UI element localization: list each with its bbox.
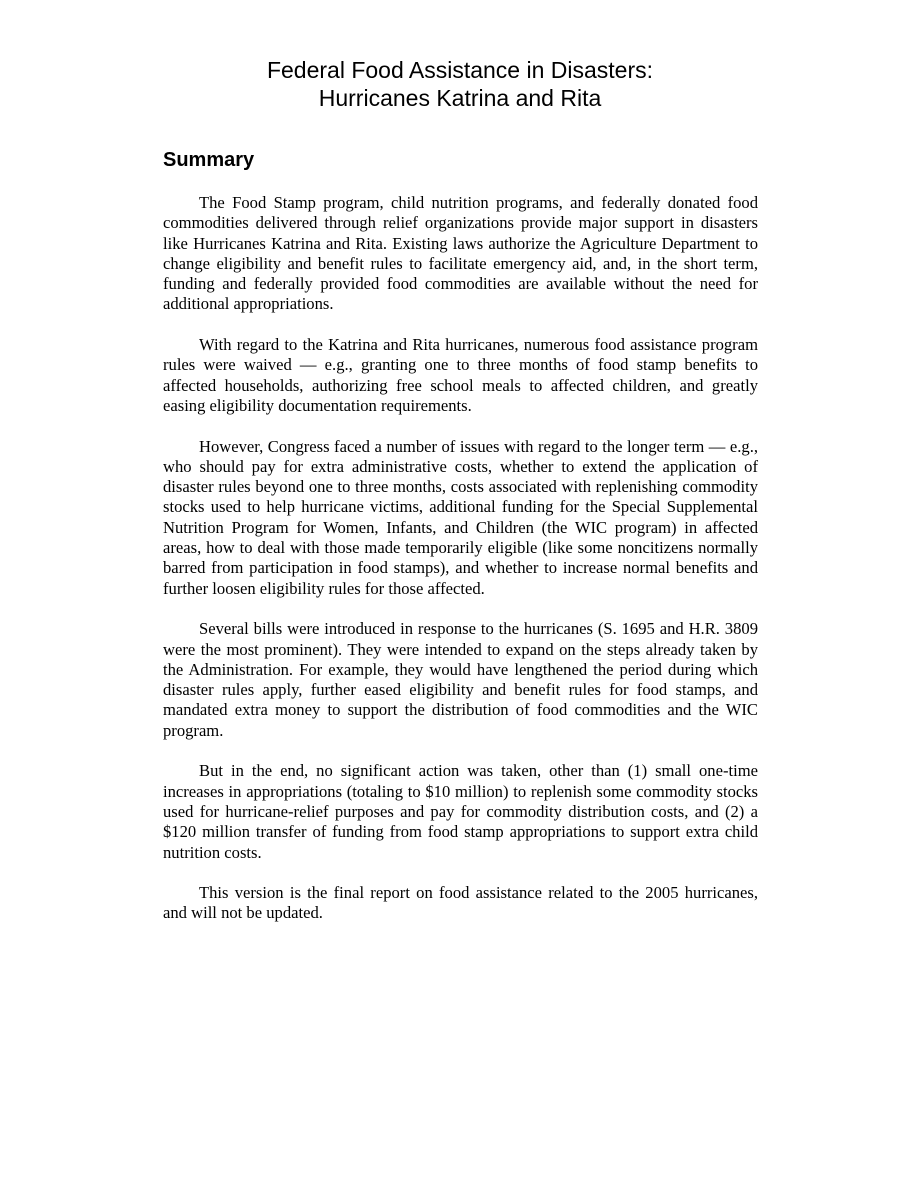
summary-paragraph-4: Several bills were introduced in response to the hurricanes (S. 1695 and H.R. 3809 were the most prominent). They were intended to expand on the steps already taken by the Administration. For example, they would have lengthened the period during which disaster rules apply, further eased eligibility and benefit rules for food stamps, and mandated extra money to support the distribution of food commodities and the WIC program. bbox=[163, 619, 758, 740]
document-title-line-2: Hurricanes Katrina and Rita bbox=[318, 85, 602, 111]
document-title-line-1: Federal Food Assistance in Disasters: bbox=[266, 57, 654, 83]
summary-body bbox=[163, 193, 758, 944]
summary-paragraph-3: However, Congress faced a number of issues with regard to the longer term — e.g., who should pay for extra administrative costs, whether to extend the application of disaster rules beyond one to three months, costs associated with replenishing commodity stocks used to help hurricane victims, additional funding for the Special Supplemental Nutrition Program for Women, Infants, and Children (the WIC program) in affected areas, how to deal with those made temporarily eligible (like some noncitizens normally barred from participation in food stamps), and whether to increase normal benefits and further loosen eligibility rules for those affected. bbox=[163, 436, 758, 598]
document-title bbox=[0, 56, 920, 112]
summary-paragraph-5: But in the end, no significant action was taken, other than (1) small one-time increases in appropriations (totaling to $10 million) to replenish some commodity stocks used for hurricane-relief purposes and pay for commodity distribution costs, and (2) a $120 million transfer of funding from food stamp appropriations to support extra child nutrition costs. bbox=[163, 761, 758, 862]
summary-paragraph-1: The Food Stamp program, child nutrition programs, and federally donated food commodities delivered through relief organizations provide major support in disasters like Hurricanes Katrina and Rita. Existing laws authorize the Agriculture Department to change eligibility and benefit rules to facilitate emergency aid, and, in the short term, funding and federally provided food commodities are available without the need for additional appropriations. bbox=[163, 193, 758, 314]
summary-paragraph-2: With regard to the Katrina and Rita hurricanes, numerous food assistance program rules were waived — e.g., granting one to three months of food stamp benefits to affected households, authorizing free school meals to affected children, and greatly easing eligibility documentation requirements. bbox=[163, 335, 758, 415]
section-heading-summary: Summary bbox=[163, 149, 255, 171]
summary-paragraph-6: This version is the final report on food assistance related to the 2005 hurricanes, and will not be updated. bbox=[163, 883, 758, 923]
